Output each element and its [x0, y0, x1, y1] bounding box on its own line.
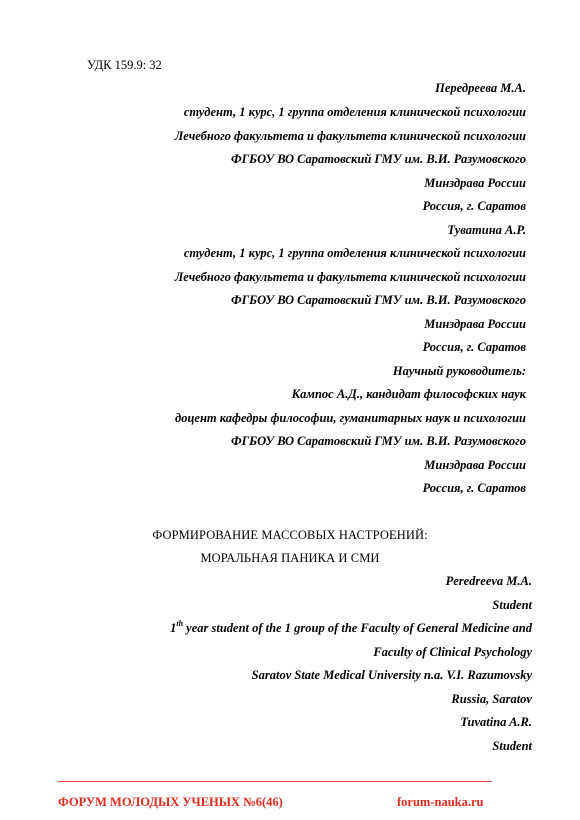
author-ministry-1: Минздрава России	[424, 176, 526, 190]
author-faculty-en-1: Faculty of Clinical Psychology	[373, 645, 532, 659]
author-role-en-2: Student	[492, 739, 532, 753]
footer-website: forum-nauka.ru	[397, 795, 484, 809]
author-ministry-2: Минздрава России	[424, 317, 526, 331]
author-name-en-1: Peredreeva M.A.	[445, 574, 532, 588]
author-city-1: Россия, г. Саратов	[422, 199, 526, 213]
author-name-2: Туватина А.Р.	[447, 223, 526, 237]
author-name-1: Передреева М.А.	[435, 81, 526, 95]
author-position-1: студент, 1 курс, 1 группа отделения клинической психологии	[183, 105, 526, 119]
author-university-2: ФГБОУ ВО Саратовский ГМУ им. В.И. Разумовского	[230, 293, 526, 307]
footer-journal-name: ФОРУМ МОЛОДЫХ УЧЕНЫХ №6(46)	[58, 795, 283, 809]
author-position-2: студент, 1 курс, 1 группа отделения клинической психологии	[183, 246, 526, 260]
author-faculty-1: Лечебного факультета и факультета клинической психологии	[174, 129, 526, 143]
footer-divider	[58, 781, 492, 782]
course-ordinal-suffix: th	[176, 618, 184, 628]
supervisor-name: Кампос А.Д., кандидат философских наук	[291, 387, 526, 401]
supervisor-position: доцент кафедры философии, гуманитарных наук и психологии	[175, 411, 526, 425]
supervisor-university: ФГБОУ ВО Саратовский ГМУ им. В.И. Разумовского	[230, 434, 526, 448]
udk-code: УДК 159.9: 32	[87, 58, 162, 72]
supervisor-heading: Научный руководитель:	[392, 364, 526, 378]
supervisor-city: Россия, г. Саратов	[422, 481, 526, 495]
author-city-2: Россия, г. Саратов	[422, 340, 526, 354]
course-number: 1	[170, 621, 177, 635]
author-faculty-2: Лечебного факультета и факультета клинической психологии	[174, 270, 526, 284]
supervisor-ministry: Минздрава России	[424, 458, 526, 472]
article-title-line-2: МОРАЛЬНАЯ ПАНИКА И СМИ	[200, 551, 380, 565]
course-description: year student of the 1 group of the Faculty of General Medicine and	[183, 621, 532, 635]
author-university-en-1: Saratov State Medical University n.a. V.I. Razumovsky	[251, 668, 532, 682]
author-course-en-1	[170, 618, 532, 635]
author-country-en-1: Russia, Saratov	[451, 692, 532, 706]
author-university-1: ФГБОУ ВО Саратовский ГМУ им. В.И. Разумовского	[230, 152, 526, 166]
author-role-en-1: Student	[492, 598, 532, 612]
article-title-line-1: ФОРМИРОВАНИЕ МАССОВЫХ НАСТРОЕНИЙ:	[152, 528, 428, 542]
author-name-en-2: Tuvatina A.R.	[460, 715, 532, 729]
